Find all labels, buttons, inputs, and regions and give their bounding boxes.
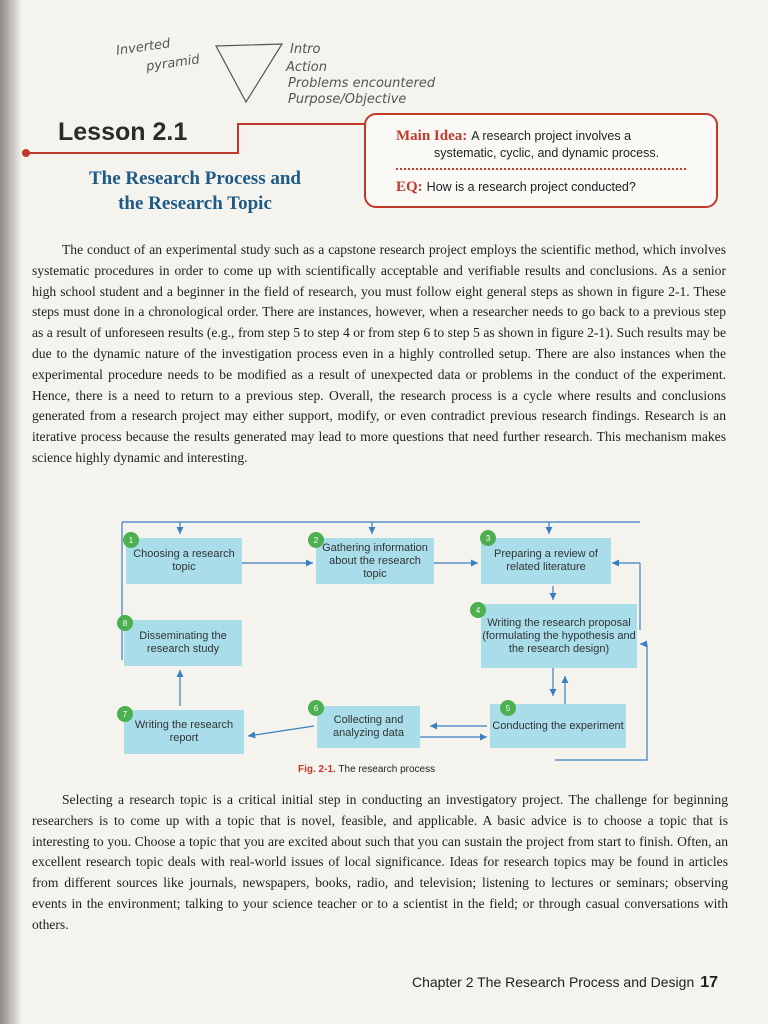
- lesson-title-line2: the Research Topic: [118, 193, 272, 214]
- eq-text: How is a research project conducted?: [426, 180, 636, 194]
- step-7-label: Writing the research report: [134, 719, 234, 744]
- topic-paragraph: [32, 790, 728, 936]
- step-4-label: Writing the research proposal (formulating the hypothesis and the research design): [482, 616, 636, 655]
- step-3-box: [481, 538, 611, 584]
- step-2-badge: 2: [308, 532, 324, 548]
- step-2-box: [316, 538, 434, 584]
- paragraph-1: The conduct of an experimental study such as a capstone research project employs the scientific method, which involves systematic procedures in order to come up with scientifically acceptable and verifiable results and conclusions. As a senior high school student and a beginner in the field of research, you must follow eight general steps as shown in figure 2-1. These steps must done in a chronological order. There are instances, however, when a researcher needs to go back to a previous step as a result of unforeseen results (e.g., from step 5 to step 4 or from step 6 to step 5 as shown in figure 2-1). Such results may be due to the dynamic nature of the investigation process even in a highly controlled setup. There are also instances when the experimental procedure needs to be modified as a result of unexpected data or problems in the conduct of the experiment. Hence, there is a need to return to a previous step. Overall, the research process is a cycle where results and conclusions generated from a research project may either support, modify, or even contradict previous research findings. Research is an iterative process because the results generated may lead to more questions that need further research. This mechanism makes science highly dynamic and interesting.: [32, 242, 726, 465]
- handwritten-note-intro: Intro: [290, 42, 321, 57]
- step-8-badge: 8: [117, 615, 133, 631]
- lesson-title-line1: The Research Process and: [89, 168, 301, 189]
- step-5-badge: 5: [500, 700, 516, 716]
- handwritten-note-inverted: Inverted: [115, 36, 172, 59]
- page-footer: [412, 974, 718, 992]
- lesson-number: Lesson 2.1: [58, 118, 188, 146]
- paragraph-2: Selecting a research topic is a critical initial step in conducting an investigatory project. The challenge for beginning researchers is to come up with a topic that is novel, feasible, and applicable. A basic advice is to choose a topic that is interesting to you. Choose a topic that you are excited about such that you can sustain the project from start to finish. Often, an excellent research topic deals with real-world issues of local significance. Ideas for research topics may be found in articles from different sources like journals, newspapers, books, radio, and television; listening to lectures or seminars; observing events in the environment; talking to your science teacher or to a scientist in the field; or through casual conversations with others.: [32, 792, 728, 932]
- figure-caption: [298, 764, 435, 775]
- page-number: 17: [700, 974, 719, 991]
- handwritten-note-action: Action: [286, 60, 327, 75]
- step-6-label: Collecting and analyzing data: [333, 714, 404, 739]
- main-idea-label: Main Idea:: [396, 128, 468, 144]
- handwritten-note-pyramid: pyramid: [145, 52, 201, 75]
- figure-caption-text: The research process: [338, 764, 436, 775]
- step-7-box: [124, 710, 244, 754]
- step-7-badge: 7: [117, 706, 133, 722]
- step-2-label: Gathering information about the research topic: [322, 541, 428, 580]
- footer-chapter: Chapter 2 The Research Process and Design: [412, 974, 695, 990]
- step-6-badge: 6: [308, 700, 324, 716]
- main-idea-text-2: systematic, cyclic, and dynamic process.: [434, 146, 660, 160]
- main-idea-text-1: A research project involves a: [471, 129, 632, 143]
- step-3-badge: 3: [480, 530, 496, 546]
- eq-label: EQ:: [396, 179, 423, 195]
- step-1-badge: 1: [123, 532, 139, 548]
- step-1-box: [126, 538, 242, 584]
- step-4-box: [481, 604, 637, 668]
- step-8-label: Disseminating the research study: [139, 630, 227, 655]
- step-4-badge: 4: [470, 602, 486, 618]
- step-1-label: Choosing a research topic: [133, 548, 235, 573]
- step-3-label: Preparing a review of related literature: [494, 548, 598, 573]
- figure-caption-label: Fig. 2-1.: [298, 764, 336, 775]
- handwritten-note-purpose: Purpose/Objective: [288, 92, 407, 107]
- handwritten-note-problems: Problems encountered: [288, 76, 436, 91]
- step-6-box: [317, 706, 420, 748]
- step-8-box: [124, 620, 242, 666]
- step-5-label: Conducting the experiment: [492, 719, 624, 732]
